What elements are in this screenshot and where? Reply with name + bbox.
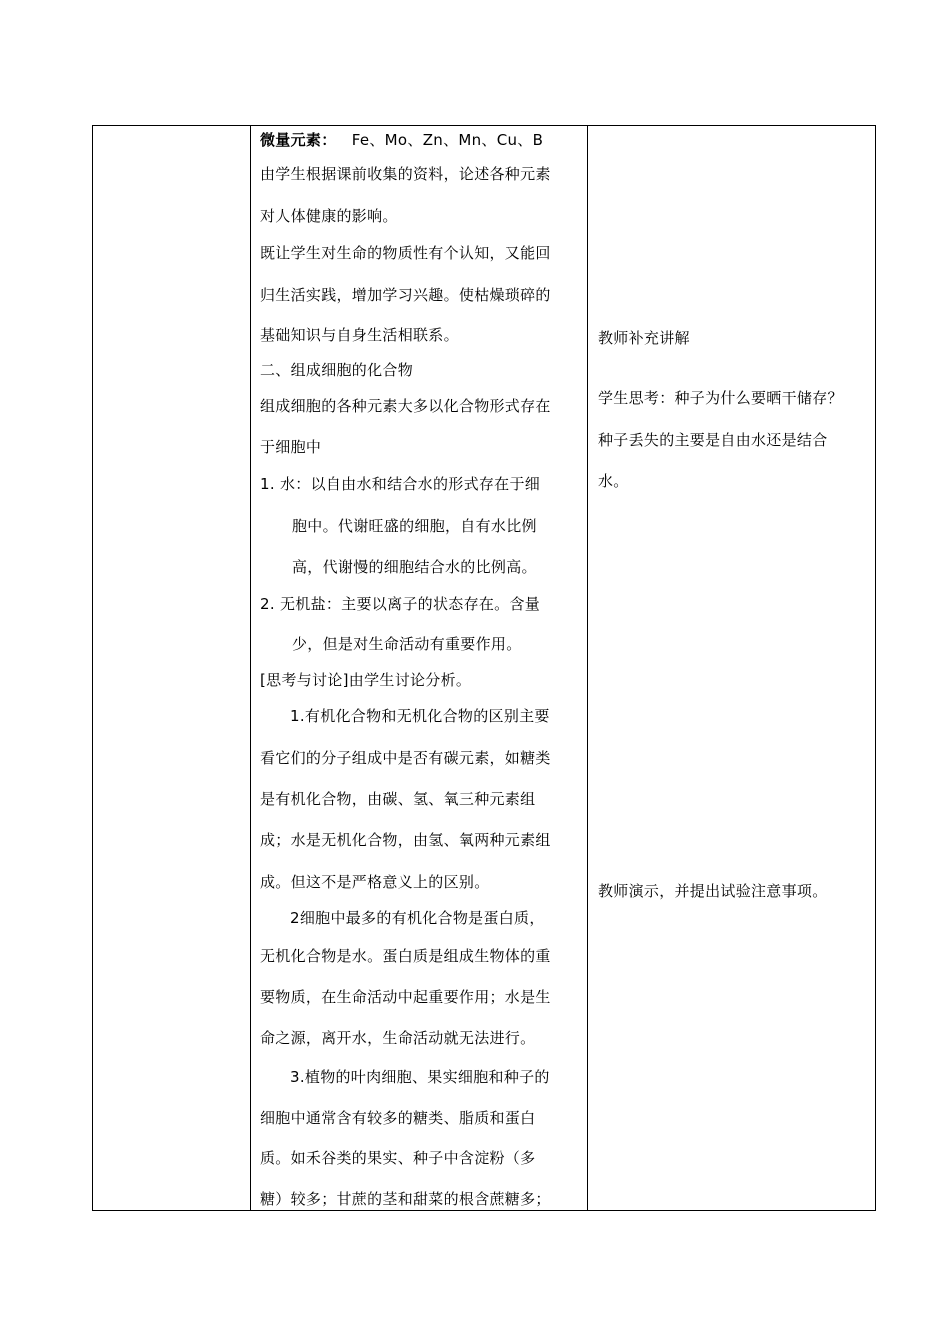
body-text-line: 由学生根据课前收集的资料，论述各种元素 [260, 165, 551, 183]
list-item-continuation: 胞中。代谢旺盛的细胞，自有水比例 [292, 517, 537, 535]
body-text-line: 成；水是无机化合物，由氢、氧两种元素组 [260, 831, 551, 849]
discussion-heading: [思考与讨论]由学生讨论分析。 [260, 671, 472, 689]
student-question: 种子丢失的主要是自由水还是结合 [598, 431, 828, 449]
body-text-line: 看它们的分子组成中是否有碳元素，如糖类 [260, 749, 551, 767]
body-text-line: 糖）较多；甘蔗的茎和甜菜的根含蔗糖多； [260, 1190, 551, 1208]
student-question: 学生思考：种子为什么要晒干储存？ [598, 389, 843, 407]
column-divider [587, 126, 588, 1210]
list-item-continuation: 少，但是对生命活动有重要作用。 [292, 635, 522, 653]
lesson-table [92, 125, 876, 1211]
teacher-note: 教师补充讲解 [598, 329, 690, 347]
body-text-line: 是有机化合物，由碳、氢、氧三种元素组 [260, 790, 536, 808]
body-text-line: 组成细胞的各种元素大多以化合物形式存在 [260, 397, 551, 415]
body-text-line: 于细胞中 [260, 438, 322, 456]
body-text-line: 成。但这不是严格意义上的区别。 [260, 873, 490, 891]
body-text-line: 归生活实践，增加学习兴趣。使枯燥琐碎的 [260, 286, 551, 304]
body-text-line: 无机化合物是水。蛋白质是组成生物体的重 [260, 947, 551, 965]
column-divider [250, 126, 251, 1210]
body-text-line: 对人体健康的影响。 [260, 207, 398, 225]
body-text-line: 既让学生对生命的物质性有个认知，又能回 [260, 244, 551, 262]
list-item-water: 1. 水：以自由水和结合水的形式存在于细 [260, 475, 541, 493]
trace-elements-line [260, 130, 543, 150]
body-text-line: 细胞中通常含有较多的糖类、脂质和蛋白 [260, 1109, 536, 1127]
student-question: 水。 [598, 472, 629, 490]
body-text-line: 质。如禾谷类的果实、种子中含淀粉（多 [260, 1149, 536, 1167]
paragraph-first-line: 3.植物的叶肉细胞、果实细胞和种子的 [290, 1068, 550, 1086]
trace-elements-label: 微量元素： [260, 131, 337, 149]
paragraph-first-line: 2细胞中最多的有机化合物是蛋白质， [290, 909, 545, 927]
teacher-note: 教师演示，并提出试验注意事项。 [598, 882, 828, 900]
body-text-line: 命之源，离开水，生命活动就无法进行。 [260, 1029, 536, 1047]
paragraph-first-line: 1.有机化合物和无机化合物的区别主要 [290, 707, 550, 725]
body-text-line: 基础知识与自身生活相联系。 [260, 326, 459, 344]
trace-elements-value: Fe、Mo、Zn、Mn、Cu、B [351, 131, 544, 149]
section-heading: 二、组成细胞的化合物 [260, 361, 414, 379]
body-text-line: 要物质，在生命活动中起重要作用；水是生 [260, 988, 551, 1006]
list-item-salt: 2. 无机盐：主要以离子的状态存在。含量 [260, 595, 541, 613]
list-item-continuation: 高，代谢慢的细胞结合水的比例高。 [292, 558, 537, 576]
